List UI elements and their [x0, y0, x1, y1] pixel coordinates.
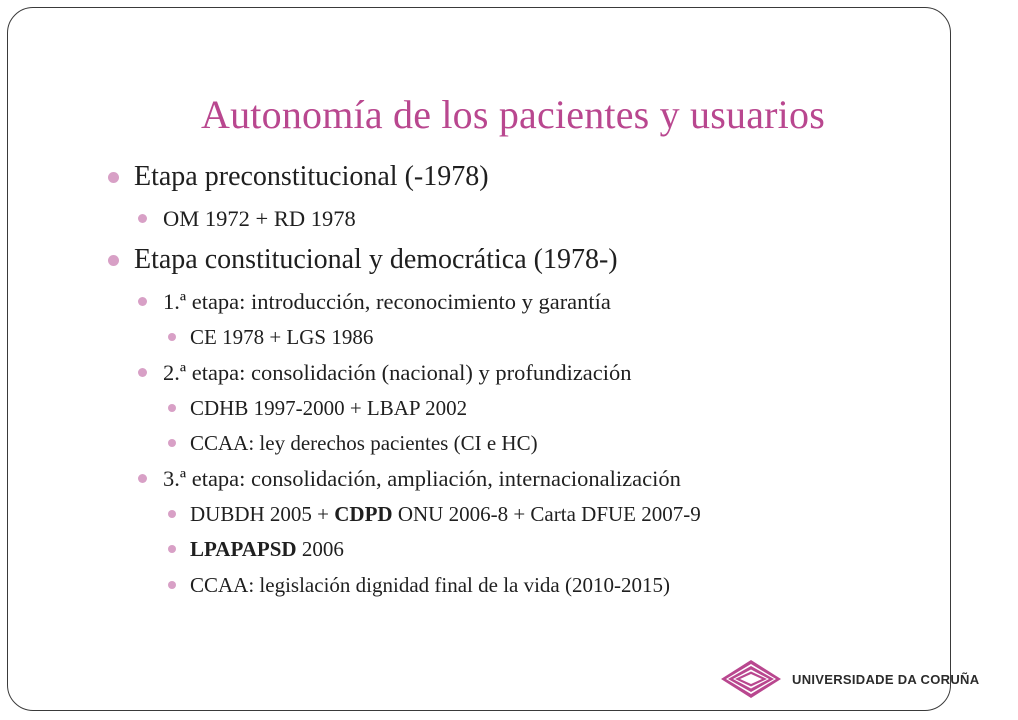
bullet-dot — [168, 439, 176, 447]
bullet-3: Etapa constitucional y democrática (1978-) — [134, 244, 618, 275]
slide — [7, 7, 980, 711]
bullet-dot — [168, 510, 176, 518]
university-logo — [718, 654, 980, 704]
bullet-dot — [168, 404, 176, 412]
bullet-10-part-1: DUBDH 2005 + — [190, 502, 335, 526]
bullet-dot — [108, 172, 119, 183]
bullet-8: CCAA: ley derechos pacientes (CI e HC) — [190, 431, 538, 455]
bullet-dot — [138, 368, 147, 377]
bullet-6: 2.ª etapa: consolidación (nacional) y profundización — [163, 360, 632, 385]
bullet-10 — [190, 502, 701, 527]
bullet-12: CCAA: legislación dignidad final de la vida (2010-2015) — [190, 573, 670, 597]
bullet-11-bold: LPAPAPSD — [190, 537, 297, 561]
bullet-list — [8, 8, 952, 712]
university-logo-icon — [718, 654, 784, 704]
bullet-dot — [138, 474, 147, 483]
bullet-dot — [108, 255, 119, 266]
bullet-10-part-3: ONU 2006-8 + Carta DFUE 2007-9 — [392, 502, 701, 526]
bullet-dot — [138, 297, 147, 306]
bullet-dot — [168, 545, 176, 553]
bullet-9: 3.ª etapa: consolidación, ampliación, internacionalización — [163, 466, 681, 491]
bullet-11 — [190, 537, 344, 562]
bullet-7: CDHB 1997-2000 + LBAP 2002 — [190, 396, 468, 420]
bullet-10-part-2: CDPD — [334, 502, 393, 526]
bullet-11-rest: 2006 — [296, 537, 344, 561]
bullet-dot — [138, 214, 147, 223]
university-name: UNIVERSIDADE DA CORUÑA — [792, 672, 980, 687]
bullet-5: CE 1978 + LGS 1986 — [190, 325, 374, 349]
bullet-4: 1.ª etapa: introducción, reconocimiento y garantía — [163, 289, 611, 314]
bullet-dot — [168, 333, 176, 341]
bullet-1: Etapa preconstitucional (-1978) — [134, 161, 489, 192]
bullet-dot — [168, 581, 176, 589]
slide-title: Autonomía de los pacientes y usuarios — [201, 92, 825, 137]
bullet-2: OM 1972 + RD 1978 — [163, 206, 356, 231]
